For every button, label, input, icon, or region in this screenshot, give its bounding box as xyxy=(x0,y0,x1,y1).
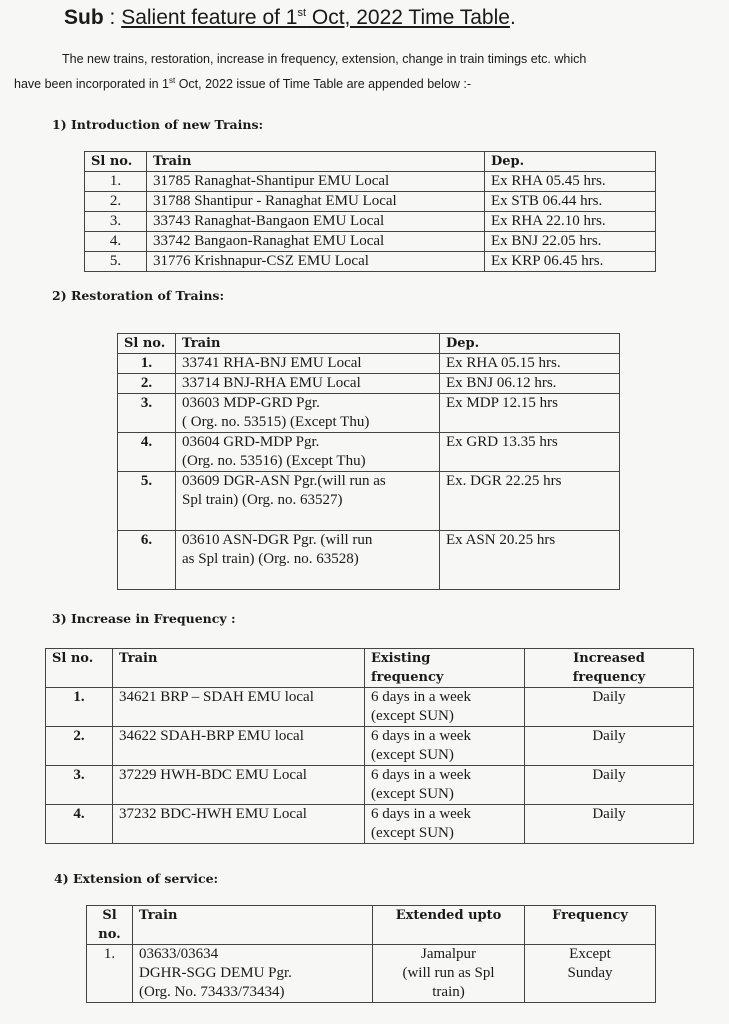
table-row xyxy=(118,433,620,472)
train: 33743 Ranaghat-Bangaon EMU Local xyxy=(147,212,485,232)
train-line-1: 03609 DGR-ASN Pgr.(will run as xyxy=(182,473,386,489)
section-1-heading: 1) Introduction of new Trains: xyxy=(52,117,264,132)
title-main xyxy=(121,6,510,29)
sl-no: 4. xyxy=(118,433,176,472)
increased-frequency: Daily xyxy=(525,688,694,727)
col-sl-no xyxy=(87,906,133,945)
existing-frequency xyxy=(365,727,525,766)
extended-upto xyxy=(373,945,525,1003)
sl-no: 5. xyxy=(85,252,147,272)
train-line-3: (Org. No. 73433/73434) xyxy=(139,984,285,1000)
table-row xyxy=(85,212,656,232)
ext-line-2: (will run as Spl xyxy=(402,965,495,981)
train xyxy=(176,472,440,531)
freq-line-1: 6 days in a week xyxy=(371,806,471,822)
new-trains-table xyxy=(84,151,656,272)
sl-no: 1. xyxy=(118,354,176,374)
frequency-table xyxy=(45,648,694,844)
restoration-table xyxy=(117,333,620,590)
title-main-post: Oct, 2022 Time Table xyxy=(306,6,510,29)
train: 31776 Krishnapur-CSZ EMU Local xyxy=(147,252,485,272)
dep: Ex RHA 22.10 hrs. xyxy=(485,212,656,232)
header-line-1: Sl xyxy=(102,908,117,923)
section-4-heading: 4) Extension of service: xyxy=(54,871,219,886)
dep: Ex STB 06.44 hrs. xyxy=(485,192,656,212)
freq-line-2: (except SUN) xyxy=(371,825,454,841)
train xyxy=(176,394,440,433)
table-row xyxy=(87,945,656,1003)
train-line-2: (Org. no. 53516) (Except Thu) xyxy=(182,453,366,469)
train: 33714 BNJ-RHA EMU Local xyxy=(176,374,440,394)
table-row xyxy=(46,805,694,844)
ext-line-1: Jamalpur xyxy=(421,946,476,962)
frequency xyxy=(525,945,656,1003)
freq-line-1: 6 days in a week xyxy=(371,767,471,783)
col-sl-no: Sl no. xyxy=(118,334,176,354)
intro-paragraph xyxy=(14,48,726,95)
col-train: Train xyxy=(133,906,373,945)
table-header-row xyxy=(46,649,694,688)
title-main-sup: st xyxy=(297,7,307,19)
table-row xyxy=(118,374,620,394)
header-line-2: frequency xyxy=(371,670,444,685)
table-row xyxy=(118,472,620,531)
ext-line-3: train) xyxy=(432,984,465,1000)
train: 33741 RHA-BNJ EMU Local xyxy=(176,354,440,374)
col-train: Train xyxy=(176,334,440,354)
intro-line2-post: Oct, 2022 issue of Time Table are appended below :- xyxy=(175,77,472,92)
col-dep: Dep. xyxy=(440,334,620,354)
sl-no: 3. xyxy=(118,394,176,433)
train-line-1: 03610 ASN-DGR Pgr. (will run xyxy=(182,532,373,548)
train-line-1: 03604 GRD-MDP Pgr. xyxy=(182,434,320,450)
dep: Ex GRD 13.35 hrs xyxy=(440,433,620,472)
title-separator: : xyxy=(103,6,122,29)
freq-line-1: 6 days in a week xyxy=(371,689,471,705)
table-row xyxy=(118,394,620,433)
dep: Ex. DGR 22.25 hrs xyxy=(440,472,620,531)
sl-no: 4. xyxy=(85,232,147,252)
sl-no: 1. xyxy=(87,945,133,1003)
increased-frequency: Daily xyxy=(525,766,694,805)
header-line-1: Increased xyxy=(573,651,645,666)
existing-frequency xyxy=(365,766,525,805)
table-header-row xyxy=(118,334,620,354)
col-frequency: Frequency xyxy=(525,906,656,945)
dep: Ex RHA 05.15 hrs. xyxy=(440,354,620,374)
train xyxy=(176,531,440,590)
title-end: . xyxy=(509,6,516,29)
col-dep: Dep. xyxy=(485,152,656,172)
train-line-2: ( Org. no. 53515) (Except Thu) xyxy=(182,414,370,430)
dep: Ex ASN 20.25 hrs xyxy=(440,531,620,590)
train: 37232 BDC-HWH EMU Local xyxy=(113,805,365,844)
sl-no: 1. xyxy=(85,172,147,192)
freq-line-1: Except xyxy=(569,946,611,962)
table-row xyxy=(46,766,694,805)
title-sub-label: Sub xyxy=(64,6,104,29)
freq-line-1: 6 days in a week xyxy=(371,728,471,744)
header-line-2: no. xyxy=(98,927,121,942)
table-row xyxy=(85,252,656,272)
document-title xyxy=(64,6,516,30)
title-main-pre: Salient feature of 1 xyxy=(121,6,298,29)
train-line-2: DGHR-SGG DEMU Pgr. xyxy=(139,965,292,981)
extension-table xyxy=(86,905,656,1003)
section-3-heading: 3) Increase in Frequency : xyxy=(52,611,236,626)
dep: Ex RHA 05.45 hrs. xyxy=(485,172,656,192)
existing-frequency xyxy=(365,688,525,727)
train-line-2: as Spl train) (Org. no. 63528) xyxy=(182,551,359,567)
sl-no: 2. xyxy=(85,192,147,212)
table-row xyxy=(46,688,694,727)
sl-no: 6. xyxy=(118,531,176,590)
increased-frequency: Daily xyxy=(525,805,694,844)
sl-no: 1. xyxy=(46,688,113,727)
header-line-2: frequency xyxy=(572,670,646,685)
table-row xyxy=(85,192,656,212)
intro-line-1: The new trains, restoration, increase in frequency, extension, change in train timings etc. which xyxy=(62,52,587,66)
table-row xyxy=(46,727,694,766)
train: 37229 HWH-BDC EMU Local xyxy=(113,766,365,805)
intro-line2-pre: have been incorporated in 1 xyxy=(14,77,169,92)
train: 34622 SDAH-BRP EMU local xyxy=(113,727,365,766)
freq-line-2: Sunday xyxy=(567,965,613,981)
sl-no: 4. xyxy=(46,805,113,844)
col-train: Train xyxy=(113,649,365,688)
freq-line-2: (except SUN) xyxy=(371,786,454,802)
intro-line-2 xyxy=(14,70,726,95)
increased-frequency: Daily xyxy=(525,727,694,766)
table-row xyxy=(85,232,656,252)
train-line-1: 03603 MDP-GRD Pgr. xyxy=(182,395,320,411)
existing-frequency xyxy=(365,805,525,844)
sl-no: 2. xyxy=(46,727,113,766)
intro-line2-sup: st xyxy=(168,76,176,85)
col-sl-no: Sl no. xyxy=(85,152,147,172)
train-line-1: 03633/03634 xyxy=(139,946,219,962)
dep: Ex BNJ 06.12 hrs. xyxy=(440,374,620,394)
train-line-2: Spl train) (Org. no. 63527) xyxy=(182,492,343,508)
train: 33742 Bangaon-Ranaghat EMU Local xyxy=(147,232,485,252)
table-header-row xyxy=(85,152,656,172)
sl-no: 3. xyxy=(46,766,113,805)
freq-line-2: (except SUN) xyxy=(371,747,454,763)
table-row xyxy=(118,531,620,590)
col-existing-frequency xyxy=(365,649,525,688)
col-train: Train xyxy=(147,152,485,172)
dep: Ex KRP 06.45 hrs. xyxy=(485,252,656,272)
freq-line-2: (except SUN) xyxy=(371,708,454,724)
dep: Ex MDP 12.15 hrs xyxy=(440,394,620,433)
train: 31785 Ranaghat-Shantipur EMU Local xyxy=(147,172,485,192)
train xyxy=(176,433,440,472)
table-row xyxy=(118,354,620,374)
header-line-1: Existing xyxy=(371,651,431,666)
table-row xyxy=(85,172,656,192)
sl-no: 2. xyxy=(118,374,176,394)
train xyxy=(133,945,373,1003)
col-extended-upto: Extended upto xyxy=(373,906,525,945)
table-header-row xyxy=(87,906,656,945)
sl-no: 5. xyxy=(118,472,176,531)
col-sl-no: Sl no. xyxy=(46,649,113,688)
col-increased-frequency xyxy=(525,649,694,688)
dep: Ex BNJ 22.05 hrs. xyxy=(485,232,656,252)
section-2-heading: 2) Restoration of Trains: xyxy=(52,288,225,303)
sl-no: 3. xyxy=(85,212,147,232)
train: 31788 Shantipur - Ranaghat EMU Local xyxy=(147,192,485,212)
train: 34621 BRP – SDAH EMU local xyxy=(113,688,365,727)
